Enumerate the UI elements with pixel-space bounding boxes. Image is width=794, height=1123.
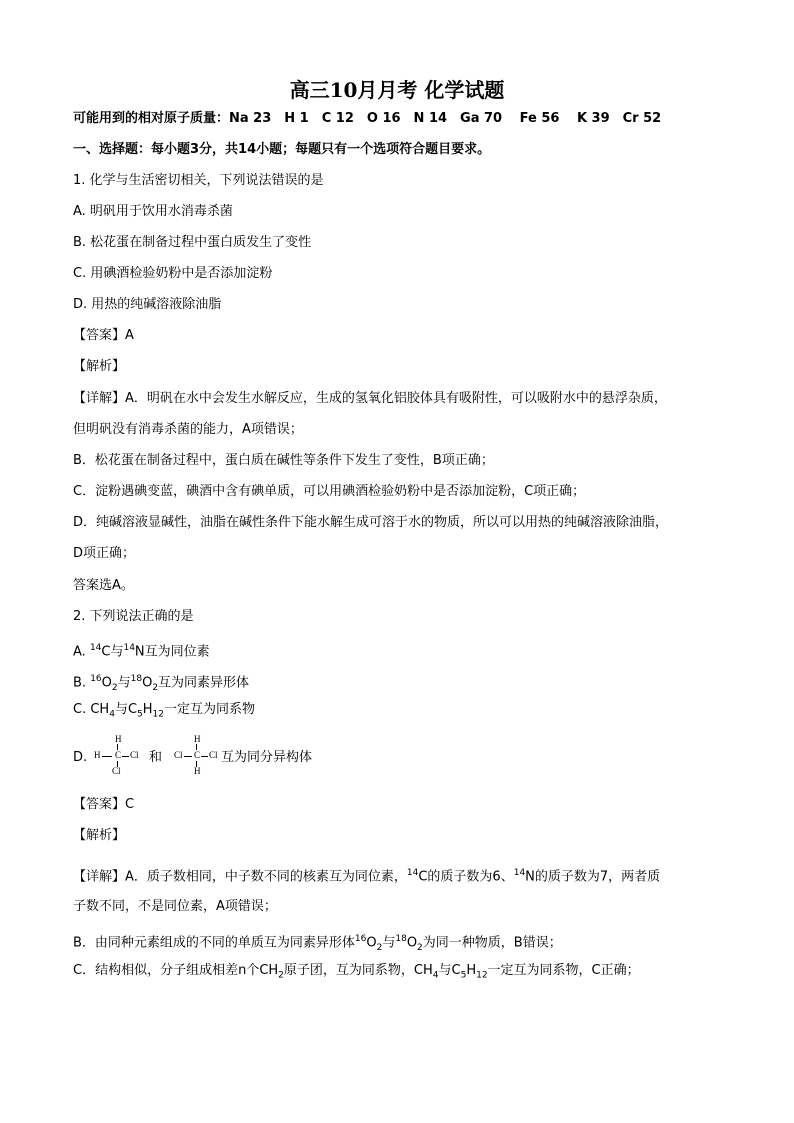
atom-cl-right: Cl	[209, 750, 218, 760]
atom-c: C	[194, 750, 201, 760]
page-title: 高三10月月考 化学试题	[289, 78, 505, 102]
q2-detail-b: B．由同种元素组成的不同的单质互为同素异形体$^{16}O_2$与$^{18}O_2$为同一种物质，B错误；	[73, 934, 562, 953]
q2-answer: 【答案】C	[73, 797, 135, 812]
structure-formula-1	[94, 734, 144, 778]
q1-analysis: 【解析】	[73, 359, 126, 374]
q1-conclusion: 答案选A。	[73, 578, 134, 593]
q2-analysis: 【解析】	[73, 828, 126, 843]
q2-option-a: A. $^{14}$C与$^{14}$N互为同位素	[73, 643, 210, 660]
q1-option-d: D. 用热的纯碱溶液除油脂	[73, 297, 222, 312]
q2-detail-a2: 子数不同，不是同位素，A项错误；	[73, 899, 277, 914]
atom-cl-bottom: Cl	[112, 766, 121, 776]
bond-horizontal	[122, 756, 129, 757]
q2-option-d-and: 和	[149, 750, 163, 765]
atom-cl-right: Cl	[130, 750, 139, 760]
q1-detail-4: C．淀粉遇碘变蓝，碘酒中含有碘单质，可以用碘酒检验奶粉中是否添加淀粉，C项正确；	[73, 484, 586, 499]
atom-h-bottom: H	[194, 766, 201, 776]
q2-stem: 2. 下列说法正确的是	[73, 609, 194, 624]
q1-option-b: B. 松花蛋在制备过程中蛋白质发生了变性	[73, 235, 312, 250]
atom-h-left: H	[94, 750, 101, 760]
q1-answer: 【答案】A	[73, 328, 134, 343]
q1-detail-3: B．松花蛋在制备过程中，蛋白质在碱性等条件下发生了变性，B项正确；	[73, 453, 494, 468]
atom-c: C	[115, 750, 122, 760]
atomic-masses: 可能用到的相对原子质量：Na 23 H 1 C 12 O 16 N 14 Ga 70 Fe 56 K 39 Cr 52	[73, 111, 662, 126]
q2-detail-a1: 【详解】A．质子数相同，中子数不同的核素互为同位素，$^{14}$C的质子数为6、$^{14}$N的质子数为7，两者质	[73, 868, 661, 885]
q2-option-b: B. $^{16}O_2$与$^{18}O_2$互为同素异形体	[73, 674, 250, 693]
bond-horizontal	[102, 756, 112, 757]
q1-stem: 1. 化学与生活密切相关，下列说法错误的是	[73, 173, 324, 188]
q2-option-d-text: 互为同分异构体	[221, 750, 313, 765]
q2-option-d-label: D.	[73, 750, 88, 765]
section-heading: 一、选择题：每小题3分，共14小题；每题只有一个选项符合题目要求。	[73, 142, 491, 157]
atom-h-top: H	[115, 734, 122, 744]
atom-h-top: H	[194, 734, 201, 744]
bond-horizontal	[201, 756, 208, 757]
q1-detail-6: D项正确；	[73, 546, 136, 561]
q1-detail-5: D．纯碱溶液显碱性，油脂在碱性条件下能水解生成可溶于水的物质，所以可以用热的纯碱溶液除油脂，	[73, 515, 669, 530]
q2-option-c: C. $CH_4$与$C_5H_{12}$一定互为同系物	[73, 702, 255, 720]
q2-detail-c: C．结构相似，分子组成相差n个$CH_2$原子团，互为同系物，$CH_4$与$C_5H_{12}$一定互为同系物，C正确；	[73, 963, 640, 981]
atom-cl-left: Cl	[174, 750, 183, 760]
q1-detail-1: 【详解】A．明矾在水中会发生水解反应，生成的氢氧化铝胶体具有吸附性，可以吸附水中的悬浮杂质，	[73, 391, 667, 406]
structure-formula-2	[174, 734, 224, 778]
q1-option-c: C. 用碘酒检验奶粉中是否添加淀粉	[73, 266, 273, 281]
q1-detail-2: 但明矾没有消毒杀菌的能力，A项错误；	[73, 422, 303, 437]
q1-option-a: A. 明矾用于饮用水消毒杀菌	[73, 204, 233, 219]
bond-horizontal	[184, 756, 192, 757]
